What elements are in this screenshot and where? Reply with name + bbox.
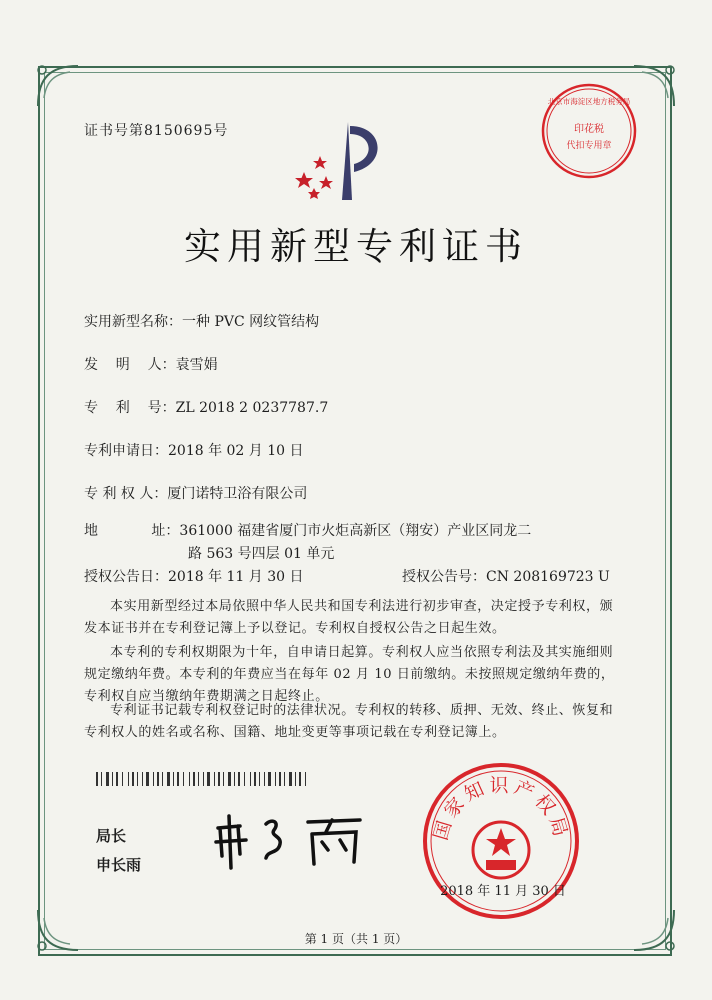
field-patentee bbox=[84, 482, 307, 506]
barcode-bar bbox=[122, 772, 123, 786]
barcode-bar bbox=[250, 772, 251, 786]
barcode-bar bbox=[167, 772, 170, 786]
barcode-bar bbox=[275, 772, 276, 786]
seal-text: 国家知识产权局 bbox=[429, 774, 573, 843]
barcode-bar bbox=[146, 772, 149, 786]
barcode-bar bbox=[214, 772, 215, 786]
barcode-bar bbox=[198, 772, 199, 786]
barcode-bar bbox=[203, 772, 204, 786]
notice-paragraph: 本实用新型经过本局依照中华人民共和国专利法进行初步审查，决定授予专利权，颁发本证书并在专利登记簿上予以登记。专利权自授权公告之日起生效。 bbox=[84, 599, 614, 636]
barcode-bar bbox=[284, 772, 285, 786]
corner-ornament-top-left-icon bbox=[30, 58, 86, 114]
director-name: 申长雨 bbox=[96, 856, 142, 874]
field-inventor bbox=[84, 353, 218, 377]
barcode-bar bbox=[259, 772, 260, 786]
field-value: 厦门诺特卫浴有限公司 bbox=[167, 486, 308, 502]
field-label: 专 利 号： bbox=[84, 400, 176, 416]
barcode-bar bbox=[112, 772, 113, 786]
barcode-bar bbox=[142, 772, 143, 786]
field-value: ZL 2018 2 0237787.7 bbox=[175, 400, 329, 416]
cnipa-logo-icon bbox=[292, 120, 392, 202]
director-title: 局长 bbox=[96, 827, 127, 845]
barcode-bar bbox=[228, 772, 231, 786]
barcode-bar bbox=[177, 772, 179, 786]
barcode-bar bbox=[193, 772, 195, 786]
barcode-icon bbox=[96, 772, 312, 786]
barcode-bar bbox=[295, 772, 296, 786]
certificate-title: 实用新型专利证书 bbox=[184, 225, 528, 268]
agent-seal-line1: 北京市海淀区地方税务局 bbox=[547, 97, 631, 106]
page-footer: 第 1 页（共 1 页） bbox=[304, 932, 408, 946]
director-signature-icon bbox=[210, 810, 370, 870]
barcode-bar bbox=[116, 772, 118, 786]
field-value: 361000 福建省厦门市火炬高新区（翔安）产业区同龙二 bbox=[179, 523, 532, 539]
field-value: 一种 PVC 网纹管结构 bbox=[182, 314, 320, 330]
barcode-bar bbox=[106, 772, 109, 786]
barcode-bar bbox=[173, 772, 174, 786]
barcode-bar bbox=[234, 772, 235, 786]
field-value: 袁雪娟 bbox=[175, 357, 218, 373]
barcode-bar bbox=[264, 772, 265, 786]
field-label: 地 址： bbox=[84, 523, 180, 539]
field-filing-date bbox=[84, 439, 304, 463]
notice-paragraph: 专利证书记载专利权登记时的法律状况。专利权的转移、质押、无效、终止、恢复和专利权人的姓名或名称、国籍、地址变更等事项记载在专利登记簿上。 bbox=[84, 703, 614, 740]
barcode-bar bbox=[218, 772, 220, 786]
barcode-bar bbox=[162, 772, 163, 786]
barcode-bar bbox=[299, 772, 301, 786]
barcode-bar bbox=[254, 772, 256, 786]
barcode-bar bbox=[223, 772, 224, 786]
barcode-bar bbox=[157, 772, 159, 786]
field-label: 授权公告日： bbox=[84, 569, 168, 585]
agent-seal-line3: 代扣专用章 bbox=[566, 141, 612, 151]
barcode-bar bbox=[132, 772, 134, 786]
field-label: 专利申请日： bbox=[84, 443, 168, 459]
stamp-duty-seal-icon bbox=[540, 82, 638, 180]
field-grant-announcement-date bbox=[84, 565, 304, 589]
barcode-bar bbox=[101, 772, 102, 786]
field-grant-announcement-number bbox=[402, 565, 610, 589]
field-value: 2018 年 02 月 10 日 bbox=[168, 443, 304, 459]
field-value: 2018 年 11 月 30 日 bbox=[168, 569, 304, 585]
field-address-line2: 路 563 号四层 01 单元 bbox=[188, 546, 335, 562]
barcode-bar bbox=[305, 772, 306, 786]
barcode-bar bbox=[137, 772, 138, 786]
barcode-bar bbox=[207, 772, 210, 786]
field-label: 授权公告号： bbox=[402, 569, 486, 585]
barcode-bar bbox=[183, 772, 184, 786]
field-utility-model-name bbox=[84, 310, 319, 334]
field-patent-number bbox=[84, 396, 328, 420]
agent-seal-line2: 印花税 bbox=[574, 124, 604, 135]
barcode-bar bbox=[128, 772, 129, 786]
field-label: 发 明 人： bbox=[84, 357, 176, 373]
barcode-bar bbox=[279, 772, 281, 786]
barcode-bar bbox=[244, 772, 245, 786]
grant-seal-date: 2018 年 11 月 30 日 bbox=[440, 884, 566, 899]
barcode-bar bbox=[153, 772, 154, 786]
barcode-bar bbox=[268, 772, 271, 786]
barcode-bar bbox=[238, 772, 240, 786]
certificate-number: 证书号第8150695号 bbox=[84, 123, 229, 139]
barcode-bar bbox=[189, 772, 190, 786]
barcode-bar bbox=[289, 772, 292, 786]
field-label: 专 利 权 人： bbox=[84, 486, 168, 502]
barcode-bar bbox=[96, 772, 98, 786]
notice-paragraph: 本专利的专利权期限为十年，自申请日起算。专利权人应当依照专利法及其实施细则规定缴纳年费。本专利的年费应当在每年 02 月 10 日前缴纳。未按照规定缴纳年费的，专利权自应当缴纳年费期满之日起终止。 bbox=[84, 645, 615, 704]
field-value: CN 208169723 U bbox=[486, 569, 610, 585]
field-label: 实用新型名称： bbox=[84, 314, 182, 330]
field-address bbox=[84, 519, 531, 543]
